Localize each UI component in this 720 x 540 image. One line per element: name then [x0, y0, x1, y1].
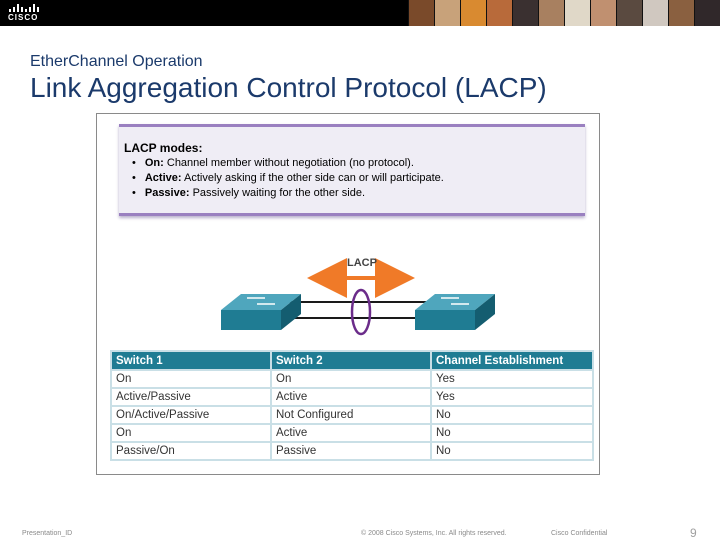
table-row — [112, 425, 592, 441]
channel-establishment-table — [110, 350, 594, 461]
table-cell: Passive — [272, 443, 430, 459]
table-cell: On/Active/Passive — [112, 407, 270, 423]
table-row — [112, 371, 592, 387]
table-cell: Active — [272, 389, 430, 405]
switch-2-icon — [415, 294, 495, 330]
table-cell: Active/Passive — [112, 389, 270, 405]
banner-photos — [408, 0, 720, 26]
page-number: 9 — [690, 526, 697, 540]
slide-title: Link Aggregation Control Protocol (LACP) — [30, 72, 547, 103]
table-cell: Passive/On — [112, 443, 270, 459]
table-row — [112, 389, 592, 405]
table-cell: No — [432, 443, 592, 459]
table-cell: Yes — [432, 389, 592, 405]
table-row — [112, 443, 592, 459]
modes-heading: LACP modes: — [124, 141, 203, 155]
lacp-figure — [96, 113, 600, 475]
lacp-link-label: LACP — [347, 257, 377, 269]
footer-confidential: Cisco Confidential — [551, 530, 608, 537]
list-item: • On: Channel member without negotiation (no protocol). — [132, 157, 414, 169]
footer-copyright: © 2008 Cisco Systems, Inc. All rights reserved. — [361, 530, 507, 537]
cisco-logo-icon — [8, 4, 42, 22]
column-header: Channel Establishment — [432, 352, 592, 369]
logo-text: CISCO — [8, 13, 39, 22]
table-cell: Active — [272, 425, 430, 441]
table-cell: No — [432, 407, 592, 423]
table-cell: On — [112, 371, 270, 387]
bundle-ellipse-icon — [352, 290, 370, 334]
top-banner — [0, 0, 720, 26]
table-cell: On — [272, 371, 430, 387]
switch-1-icon — [221, 294, 301, 330]
table-row — [112, 407, 592, 423]
list-item: • Passive: Passively waiting for the other side. — [132, 187, 365, 199]
column-header: Switch 2 — [272, 352, 430, 369]
table-header-row — [112, 352, 592, 369]
table-cell: No — [432, 425, 592, 441]
table-cell: On — [112, 425, 270, 441]
table-cell: Not Configured — [272, 407, 430, 423]
slide-subtitle: EtherChannel Operation — [30, 53, 203, 70]
footer-presentation-id: Presentation_ID — [22, 530, 73, 537]
column-header: Switch 1 — [112, 352, 270, 369]
table-cell: Yes — [432, 371, 592, 387]
list-item: • Active: Actively asking if the other side can or will participate. — [132, 172, 444, 184]
